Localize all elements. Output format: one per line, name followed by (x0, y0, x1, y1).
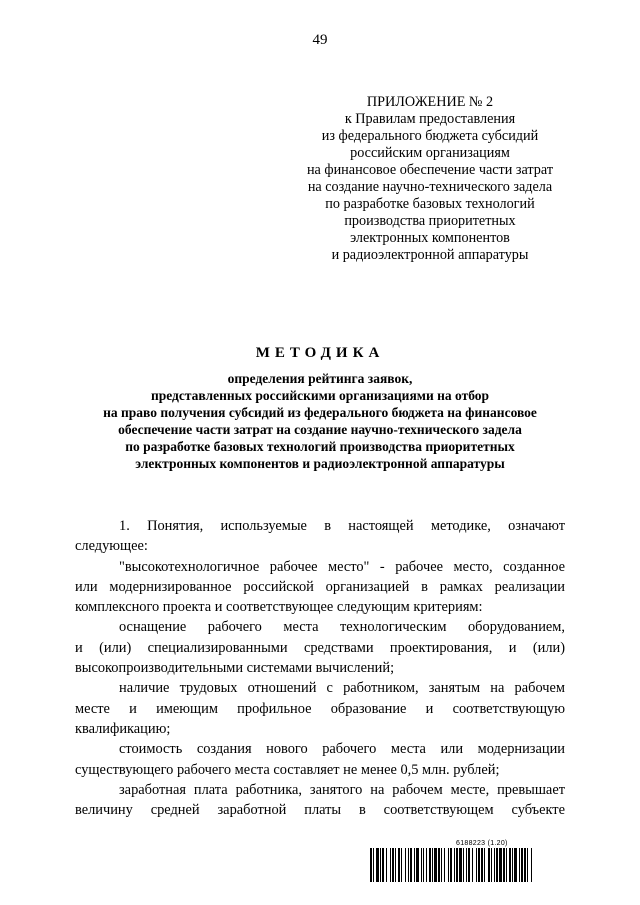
subtitle-line: на право получения субсидий из федерального бюджета на финансовое (103, 405, 537, 420)
body-line: оснащение рабочего места технологическим оборудованием, (119, 619, 565, 636)
appendix-line: на финансовое обеспечение части затрат (306, 162, 554, 178)
document-title: МЕТОДИКА (255, 345, 385, 361)
subtitle-line: представленных российскими организациями на отбор (150, 388, 490, 403)
body-line: стоимость создания нового рабочего места или модернизации (119, 741, 565, 758)
barcode-image (370, 848, 595, 882)
appendix-line: и радиоэлектронной аппаратуры (331, 247, 529, 263)
paragraph-criterion-employment (75, 678, 565, 739)
document-body (75, 516, 565, 820)
appendix-line: на создание научно-технического задела (307, 179, 553, 195)
paragraph-criterion-salary (75, 780, 565, 821)
appendix-line: из федерального бюджета субсидий (321, 128, 539, 144)
appendix-line: по разработке базовых технологий (325, 196, 535, 212)
body-line: "высокотехнологичное рабочее место" - рабочее место, созданное (119, 558, 565, 575)
document-subtitle (60, 370, 580, 472)
subtitle-line: по разработке базовых технологий производства приоритетных (125, 439, 515, 454)
paragraph-criterion-equipment (75, 617, 565, 678)
appendix-line: ПРИЛОЖЕНИЕ № 2 (366, 94, 494, 110)
body-line: существующего рабочего места составляет не менее 0,5 млн. рублей; (75, 761, 500, 778)
body-line: величину средней заработной платы в соответствующем субъекте (75, 802, 565, 819)
body-line: 1. Понятия, используемые в настоящей методике, означают (119, 518, 565, 534)
paragraph-criterion-cost (75, 739, 565, 780)
paragraph-definitions-intro (75, 516, 565, 557)
paragraph-definition-workplace (75, 557, 565, 618)
appendix-header (290, 94, 570, 264)
subtitle-line: электронных компонентов и радиоэлектронной аппаратуры (135, 456, 505, 471)
page-number: 49 (312, 32, 328, 48)
barcode-label: 6188223 (1.20) (456, 840, 508, 847)
appendix-line: электронных компонентов (350, 230, 510, 246)
body-line: наличие трудовых отношений с работником, занятым на рабочем (119, 680, 565, 697)
body-line: комплексного проекта и соответствующее следующим критериям: (75, 599, 483, 616)
appendix-line: производства приоритетных (344, 213, 516, 229)
body-line: высокопроизводительными системами вычислений; (75, 660, 395, 677)
body-line: следующее: (75, 538, 148, 555)
body-line: или модернизированное российской организацией в рамках реализации (75, 578, 565, 595)
appendix-line: к Правилам предоставления (344, 111, 516, 127)
body-line: заработная плата работника, занятого на рабочем месте, превышает (119, 781, 565, 798)
body-line: месте и имеющим профильное образование и соответствующую (75, 700, 565, 717)
appendix-line: российским организациям (350, 145, 510, 161)
subtitle-line: обеспечение части затрат на создание научно-технического задела (118, 422, 522, 437)
subtitle-line: определения рейтинга заявок, (227, 371, 413, 386)
body-line: и (или) специализированными средствами проектирования, и (или) (75, 639, 565, 656)
body-line: квалификацию; (75, 720, 171, 737)
